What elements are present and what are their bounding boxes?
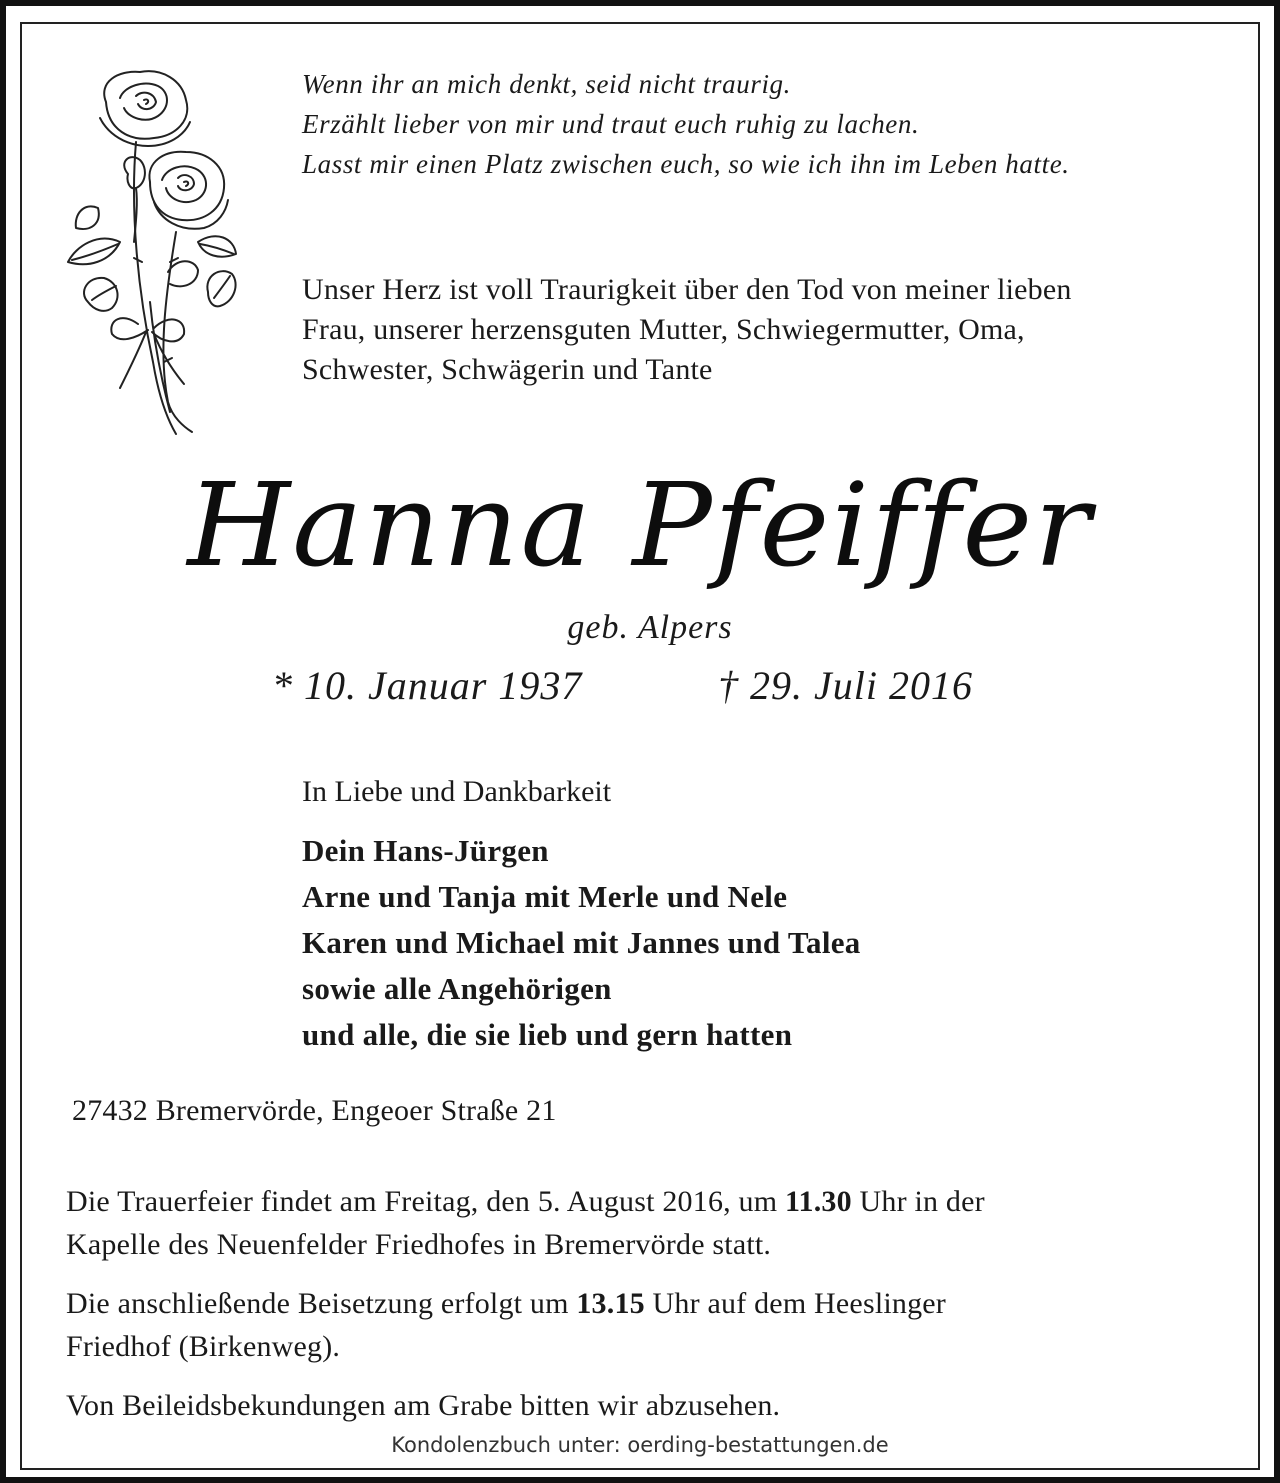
- death-date: † 29. Juli 2016: [718, 663, 973, 708]
- condolence-text: Von Beileidsbekundungen am Grabe bitten wir abzusehen.: [66, 1389, 781, 1422]
- burial-text: Friedhof (Birkenweg).: [66, 1330, 341, 1363]
- burial-text: Die anschließende Beisetzung erfolgt um: [66, 1287, 577, 1320]
- service-time: 11.30: [784, 1185, 852, 1218]
- family-member: und alle, die sie lieb und gern hatten: [302, 1017, 793, 1052]
- funeral-text: Uhr in der: [851, 1185, 985, 1218]
- family-member: Arne und Tanja mit Merle und Nele: [302, 879, 788, 914]
- burial-text: Uhr auf dem Heeslinger: [644, 1287, 947, 1320]
- family-member: Karen und Michael mit Jannes und Talea: [302, 925, 861, 960]
- intro-line: Frau, unserer herzensguten Mutter, Schwiegermutter, Oma,: [302, 313, 1025, 346]
- poem-line: Lasst mir einen Platz zwischen euch, so wie ich ihn im Leben hatte.: [302, 149, 1070, 179]
- thanks-line: In Liebe und Dankbarkeit: [302, 775, 612, 808]
- funeral-service-paragraph: [66, 1180, 1216, 1266]
- intro-line: Unser Herz ist voll Traurigkeit über den Tod von meiner lieben: [302, 273, 1072, 306]
- burial-paragraph: [66, 1282, 1216, 1368]
- deceased-name: Hanna Pfeiffer: [187, 457, 1093, 593]
- intro-text: [302, 270, 1232, 390]
- funeral-text: Die Trauerfeier findet am Freitag, den 5. August 2016, um: [66, 1185, 785, 1218]
- family-list: [302, 828, 861, 1058]
- family-member: sowie alle Angehörigen: [302, 971, 612, 1006]
- poem-line: Erzählt lieber von mir und traut euch ruhig zu lachen.: [302, 109, 920, 139]
- maiden-name: geb. Alpers: [567, 609, 733, 646]
- burial-time: 13.15: [576, 1287, 645, 1320]
- poem-line: Wenn ihr an mich denkt, seid nicht traurig.: [302, 69, 792, 99]
- address: 27432 Bremervörde, Engeoer Straße 21: [72, 1094, 557, 1127]
- family-member: Dein Hans-Jürgen: [302, 833, 549, 868]
- funeral-text: Kapelle des Neuenfelder Friedhofes in Bremervörde statt.: [66, 1228, 772, 1261]
- rose-illustration-icon: [58, 62, 238, 442]
- intro-line: Schwester, Schwägerin und Tante: [302, 353, 713, 386]
- poem: [302, 64, 1242, 184]
- condolence-book-link[interactable]: Kondolenzbuch unter: oerding-bestattungen.de: [391, 1433, 889, 1457]
- condolence-note: [66, 1384, 1216, 1427]
- birth-date: * 10. Januar 1937: [272, 663, 583, 708]
